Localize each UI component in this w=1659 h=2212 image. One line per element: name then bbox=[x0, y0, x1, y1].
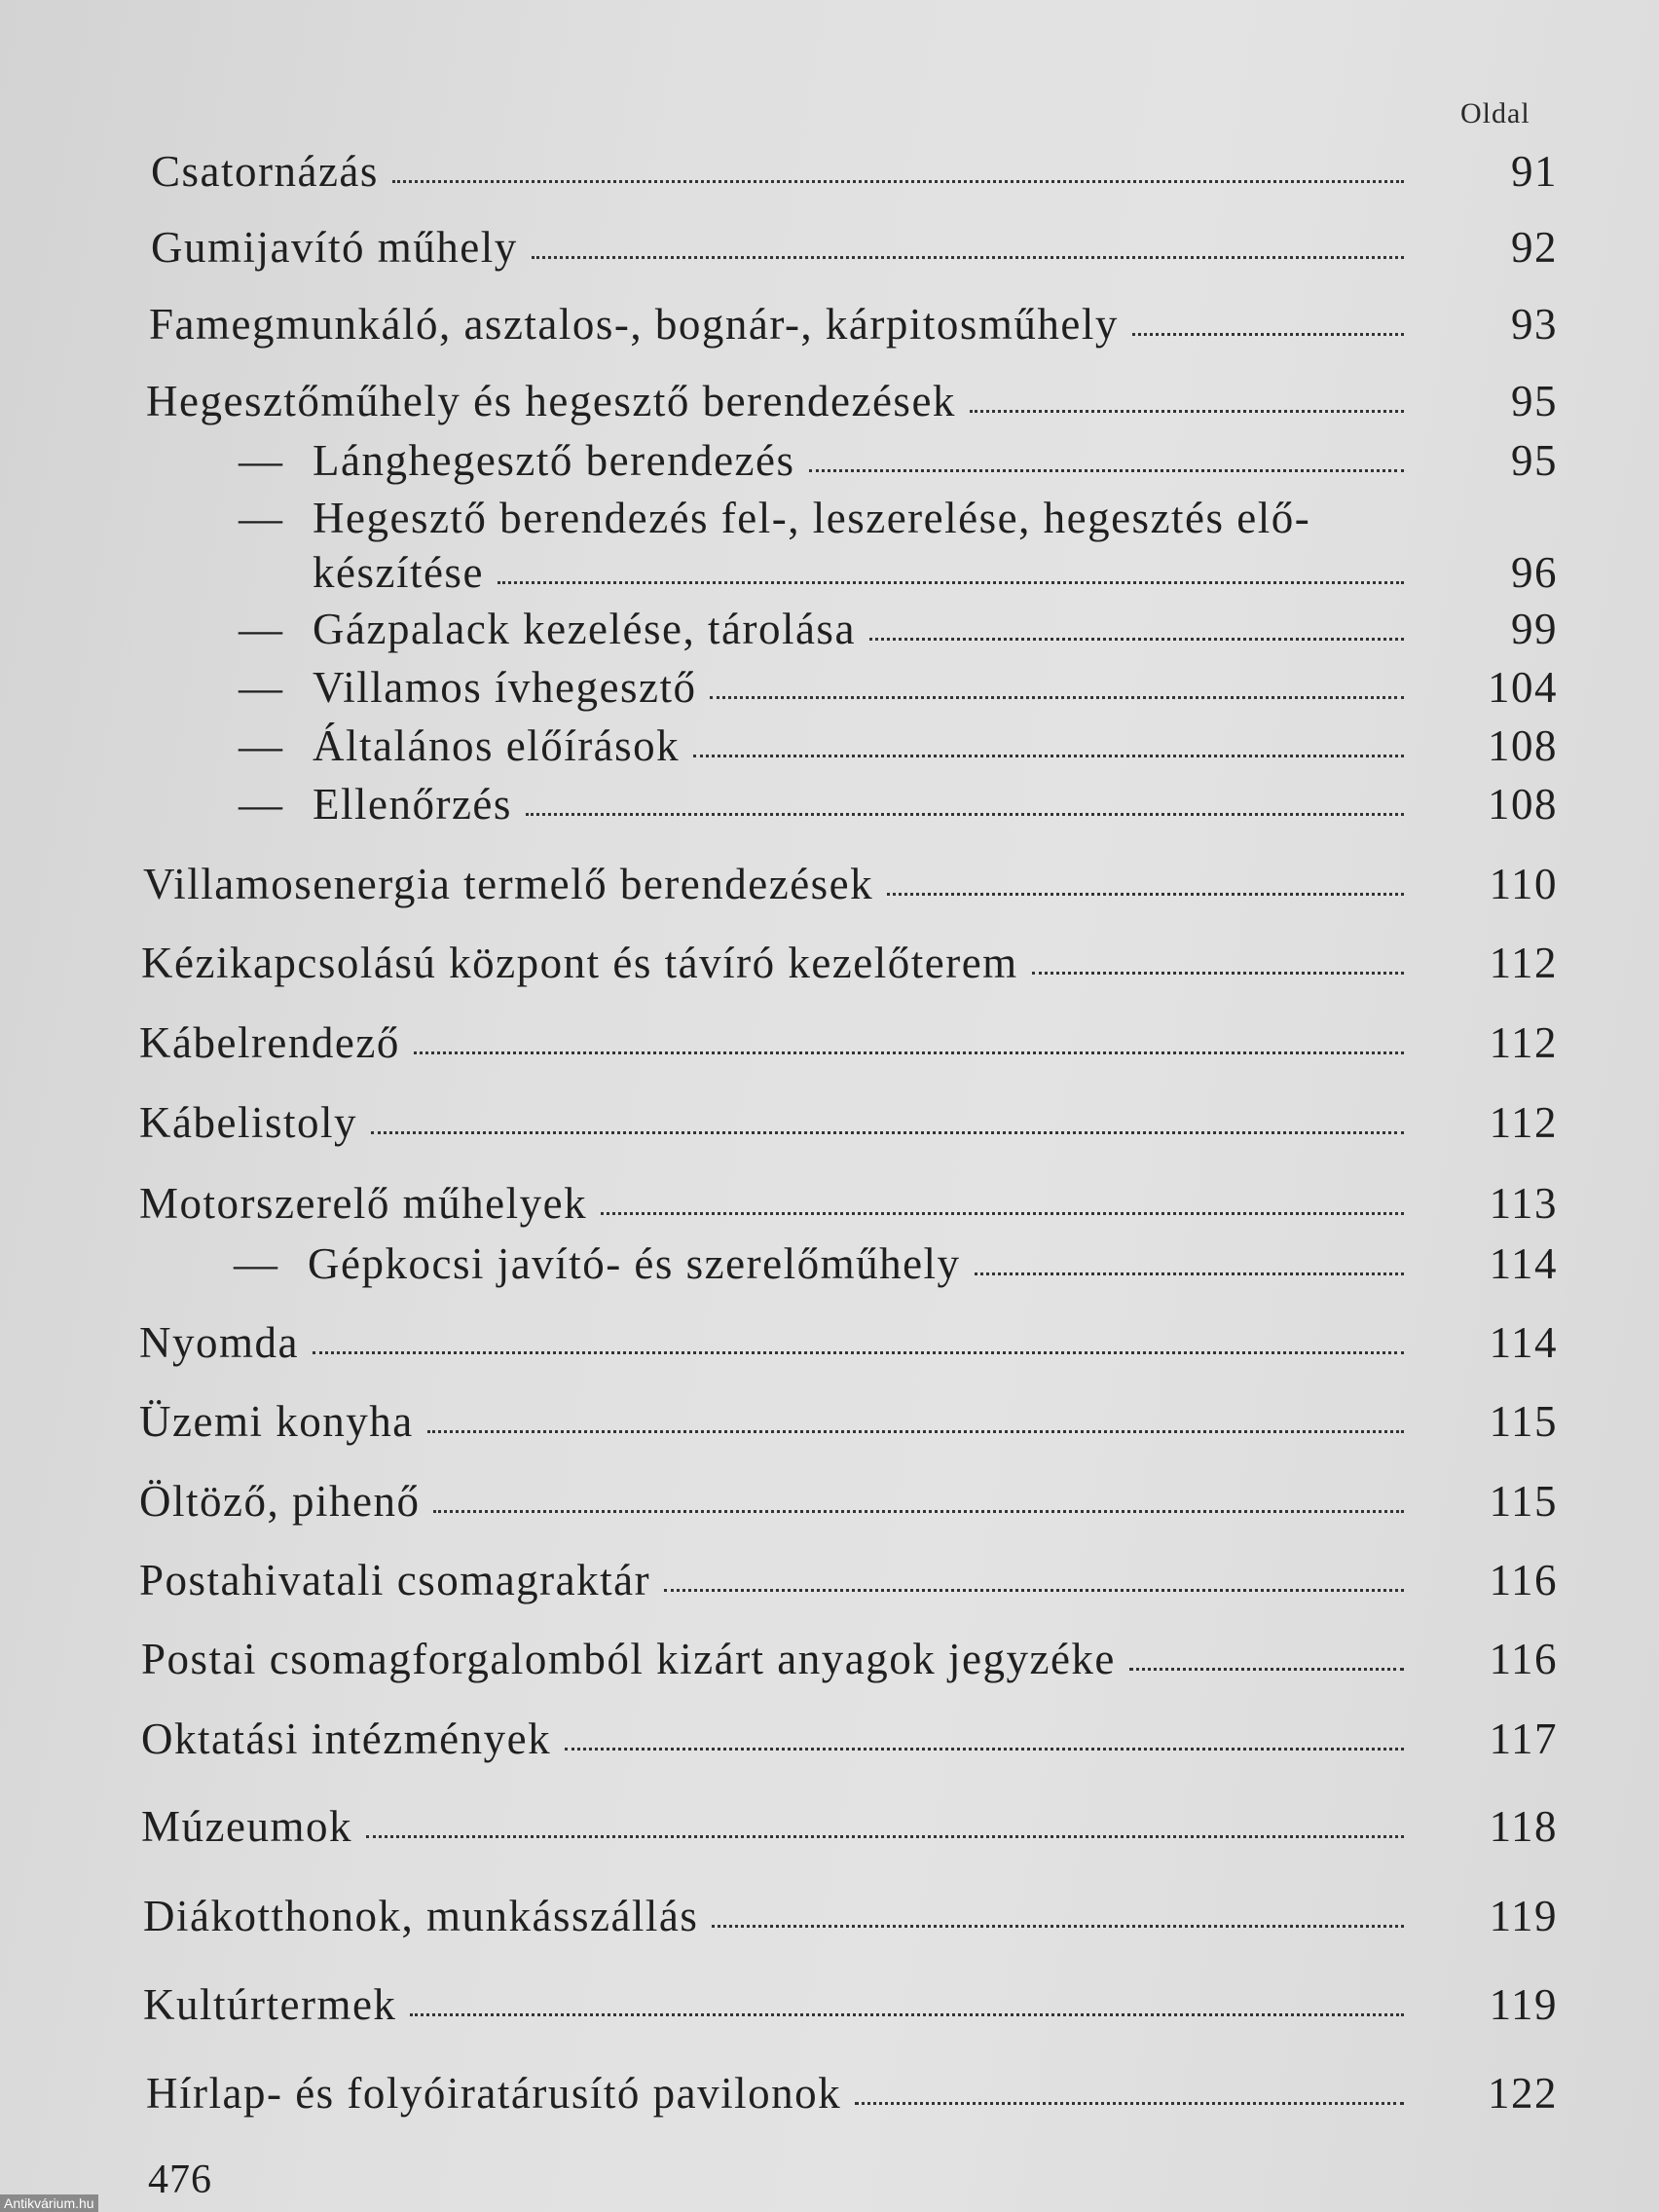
toc-entry-label: Postai csomagforgalomból kizárt anyagok jegyzéke bbox=[141, 1635, 1116, 1683]
toc-entry bbox=[151, 146, 1558, 197]
em-dash: — bbox=[239, 436, 284, 485]
toc-entry bbox=[139, 1178, 1558, 1229]
leader-dots bbox=[532, 256, 1404, 259]
leader-dots bbox=[433, 1510, 1404, 1513]
leader-dots bbox=[809, 469, 1404, 472]
leader-dots bbox=[1132, 333, 1404, 336]
toc-entry-label: Villamos ívhegesztő bbox=[313, 663, 697, 712]
leader-dots bbox=[366, 1835, 1404, 1838]
page-column-header: Oldal bbox=[1460, 97, 1530, 129]
toc-entry-page: 104 bbox=[1488, 663, 1558, 712]
leader-dots bbox=[710, 696, 1404, 699]
toc-subentry bbox=[239, 604, 1558, 654]
toc-subentry-first-line bbox=[239, 493, 1310, 543]
toc-entry-label: Hegesztő berendezés fel-, leszerelése, hegesztés elő- bbox=[313, 494, 1311, 542]
toc-entry-page: 115 bbox=[1489, 1397, 1558, 1446]
toc-entry bbox=[139, 1097, 1558, 1148]
toc-entry-page: 117 bbox=[1489, 1714, 1558, 1763]
toc-entry bbox=[139, 1555, 1558, 1605]
toc-entry bbox=[141, 1801, 1558, 1852]
em-dash: — bbox=[239, 494, 284, 542]
toc-entry-page: 108 bbox=[1488, 780, 1558, 829]
em-dash: — bbox=[239, 721, 284, 770]
toc-entry-page: 95 bbox=[1511, 436, 1558, 485]
toc-entry-page: 99 bbox=[1511, 605, 1558, 653]
leader-dots bbox=[1032, 972, 1404, 975]
toc-entry-label: Motorszerelő műhelyek bbox=[139, 1179, 588, 1228]
leader-dots bbox=[565, 1748, 1404, 1751]
toc-entry-label: Kábelistoly bbox=[139, 1098, 357, 1147]
em-dash: — bbox=[239, 605, 284, 653]
em-dash: — bbox=[234, 1239, 279, 1288]
toc-entry-page: 96 bbox=[1511, 548, 1558, 597]
toc-entry-label: Lánghegesztő berendezés bbox=[313, 436, 795, 485]
leader-dots bbox=[970, 410, 1404, 413]
toc-entry-label: Gázpalack kezelése, tárolása bbox=[313, 605, 856, 653]
toc-entry-label: Öltöző, pihenő bbox=[139, 1477, 421, 1526]
toc-entry-label: Kultúrtermek bbox=[143, 1980, 397, 2029]
toc-subentry bbox=[239, 435, 1558, 486]
toc-subentry bbox=[239, 779, 1558, 830]
toc-entry bbox=[139, 1476, 1558, 1527]
em-dash: — bbox=[239, 780, 284, 829]
toc-subentry-continuation bbox=[313, 547, 1558, 598]
page-number: 476 bbox=[148, 2157, 212, 2202]
toc-entry-label: Gumijavító műhely bbox=[151, 223, 518, 272]
toc-entry-label: Hírlap- és folyóiratárusító pavilonok bbox=[146, 2069, 842, 2118]
toc-entry-page: 108 bbox=[1488, 721, 1558, 770]
toc-entry-page: 115 bbox=[1489, 1477, 1558, 1526]
toc-entry bbox=[139, 1396, 1558, 1447]
toc-subentry bbox=[239, 662, 1558, 713]
toc-entry-page: 116 bbox=[1489, 1635, 1558, 1683]
toc-entry bbox=[141, 938, 1558, 988]
toc-entry bbox=[139, 1017, 1558, 1068]
toc-entry-page: 110 bbox=[1489, 860, 1558, 908]
toc-entry-page: 118 bbox=[1489, 1802, 1558, 1851]
toc-entry-page: 122 bbox=[1488, 2069, 1558, 2118]
em-dash: — bbox=[239, 663, 284, 712]
watermark: Antikvárium.hu bbox=[0, 2194, 98, 2212]
toc-entry-label: Csatornázás bbox=[151, 147, 379, 196]
toc-entry-page: 114 bbox=[1489, 1318, 1558, 1367]
leader-dots bbox=[313, 1351, 1404, 1354]
leader-dots bbox=[414, 1051, 1404, 1054]
leader-dots bbox=[975, 1272, 1404, 1275]
leader-dots bbox=[601, 1212, 1404, 1215]
toc-entry bbox=[143, 1891, 1558, 1941]
toc-entry bbox=[151, 222, 1558, 273]
toc-entry-label: Nyomda bbox=[139, 1318, 299, 1367]
toc-entry-label-cont: készítése bbox=[313, 548, 484, 597]
toc-entry bbox=[139, 1317, 1558, 1368]
toc-entry bbox=[143, 1979, 1558, 2030]
toc-entry-page: 112 bbox=[1489, 1018, 1558, 1067]
toc-entry-label: Ellenőrzés bbox=[313, 780, 512, 829]
toc-entry bbox=[141, 1714, 1558, 1764]
toc-entry-label: Kábelrendező bbox=[139, 1018, 400, 1067]
toc-entry-label: Diákotthonok, munkásszállás bbox=[143, 1892, 699, 1940]
toc-entry bbox=[146, 2068, 1558, 2119]
toc-entry-page: 119 bbox=[1489, 1980, 1558, 2029]
toc-entry-page: 91 bbox=[1511, 147, 1558, 196]
toc-entry-page: 95 bbox=[1511, 377, 1558, 425]
leader-dots bbox=[887, 893, 1404, 896]
toc-entry-page: 112 bbox=[1489, 1098, 1558, 1147]
leader-dots bbox=[392, 180, 1404, 183]
leader-dots bbox=[427, 1430, 1404, 1433]
toc-entry-label: Kézikapcsolású központ és távíró kezelőterem bbox=[141, 939, 1018, 987]
toc-entry-page: 114 bbox=[1489, 1239, 1558, 1288]
leader-dots bbox=[664, 1589, 1404, 1592]
toc-entry-label: Üzemi konyha bbox=[139, 1397, 414, 1446]
leader-dots bbox=[526, 813, 1404, 816]
toc-entry bbox=[143, 859, 1558, 909]
toc-entry-label: Postahivatali csomagraktár bbox=[139, 1556, 651, 1604]
leader-dots bbox=[869, 638, 1404, 641]
toc-entry-label: Villamosenergia termelő berendezések bbox=[143, 860, 874, 908]
leader-dots bbox=[1129, 1668, 1404, 1671]
leader-dots bbox=[855, 2102, 1404, 2105]
toc-entry-label: Oktatási intézmények bbox=[141, 1714, 552, 1763]
toc-entry bbox=[146, 376, 1558, 426]
toc-entry-label: Hegesztőműhely és hegesztő berendezések bbox=[146, 377, 956, 425]
toc-entry-page: 119 bbox=[1489, 1892, 1558, 1940]
toc-entry bbox=[141, 1634, 1558, 1684]
leader-dots bbox=[712, 1925, 1404, 1928]
toc-entry-page: 116 bbox=[1489, 1556, 1558, 1604]
toc-entry-page: 112 bbox=[1489, 939, 1558, 987]
toc-entry-page: 113 bbox=[1489, 1179, 1558, 1228]
toc-subentry bbox=[234, 1238, 1558, 1289]
toc-entry-page: 92 bbox=[1511, 223, 1558, 272]
leader-dots bbox=[693, 755, 1404, 757]
leader-dots bbox=[498, 581, 1404, 584]
toc-subentry bbox=[239, 720, 1558, 771]
toc-entry-label: Általános előírások bbox=[313, 721, 681, 770]
toc-entry-label: Múzeumok bbox=[141, 1802, 352, 1851]
leader-dots bbox=[410, 2013, 1404, 2016]
toc-entry-page: 93 bbox=[1511, 300, 1558, 349]
leader-dots bbox=[371, 1131, 1404, 1134]
toc-entry-label: Famegmunkáló, asztalos-, bognár-, kárpitosműhely bbox=[149, 300, 1119, 349]
toc-entry-label: Gépkocsi javító- és szerelőműhely bbox=[308, 1239, 961, 1288]
toc-entry bbox=[149, 299, 1558, 350]
